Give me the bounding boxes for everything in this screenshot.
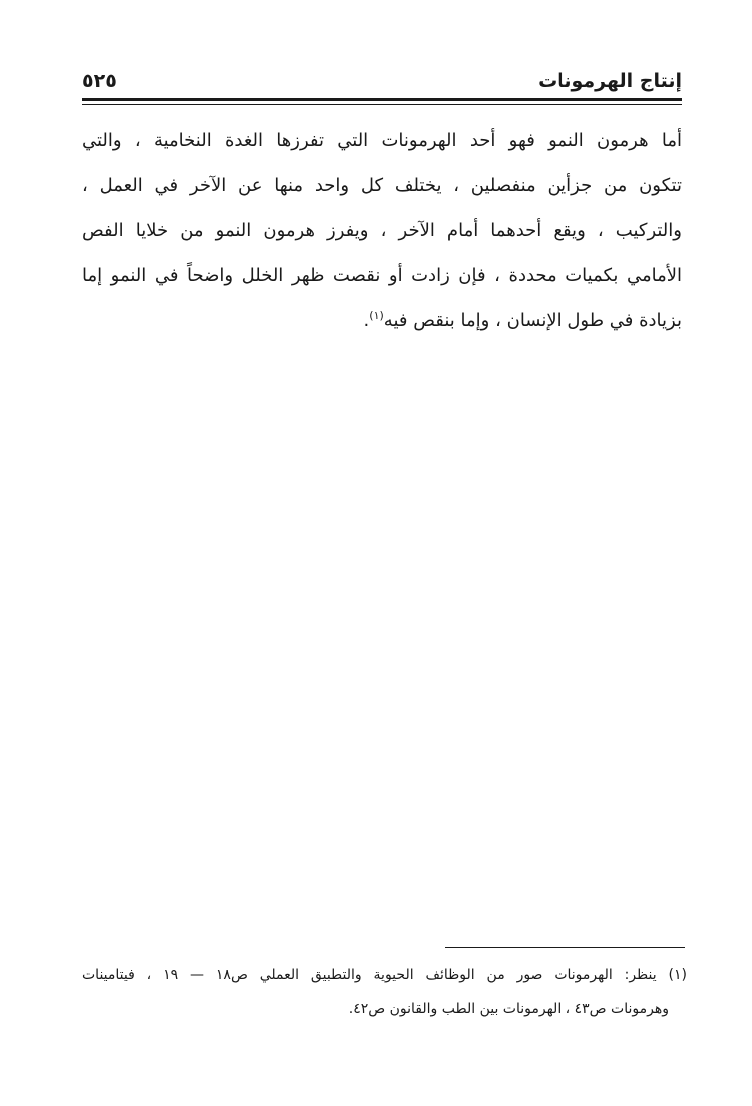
footnotes xyxy=(82,958,687,1026)
body-line-text: بزيادة في طول الإنسان ، وإما بنقص فيه xyxy=(383,310,682,331)
header-rule-thick xyxy=(82,98,682,101)
footnote-line: (١) ينظر: الهرمونات صور من الوظائف الحيوية والتطبيق العملي ص١٨ — ١٩ ، فيتامينات xyxy=(82,967,687,983)
chapter-title: إنتاج الهرمونات xyxy=(538,70,682,92)
body-line-last xyxy=(82,298,682,343)
footnote-separator xyxy=(445,947,685,948)
body-line: الأمامي بكميات محددة ، فإن زادت أو نقصت ظهر الخلل واضحاً في النمو إما xyxy=(82,265,682,286)
footnote-reference: (١) xyxy=(369,309,384,322)
page-number: ٥٢٥ xyxy=(82,70,117,92)
header-rule-thin xyxy=(82,104,682,105)
body-line: تتكون من جزأين منفصلين ، يختلف كل واحد منها عن الآخر في العمل ، xyxy=(82,175,682,196)
body-line: أما هرمون النمو فهو أحد الهرمونات التي تفرزها الغدة النخامية ، والتي xyxy=(82,130,682,151)
body-paragraph xyxy=(82,118,682,343)
body-line: والتركيب ، ويقع أحدهما أمام الآخر ، ويفرز هرمون النمو من خلايا الفص xyxy=(82,220,682,241)
sentence-end: . xyxy=(363,310,370,331)
running-header xyxy=(82,64,682,98)
footnote-line: وهرمونات ص٤٣ ، الهرمونات بين الطب والقانون ص٤٢. xyxy=(348,1001,669,1017)
